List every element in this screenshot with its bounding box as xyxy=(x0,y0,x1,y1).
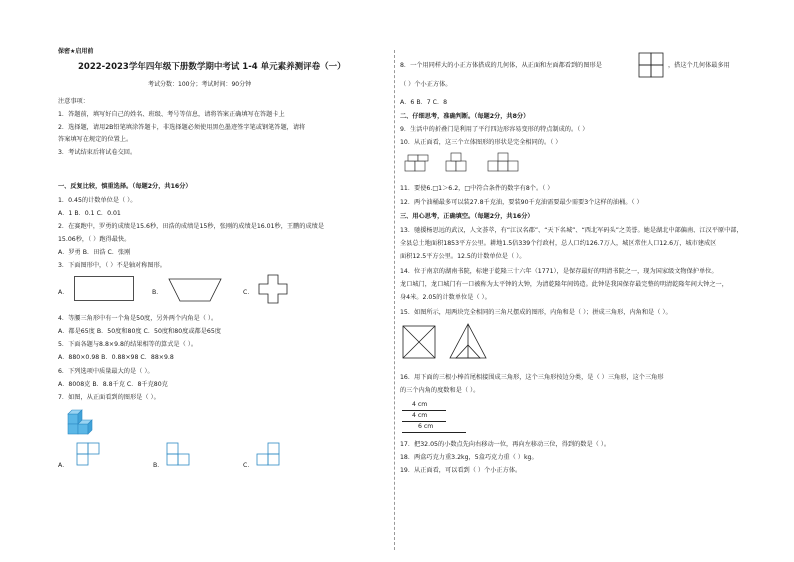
column-divider xyxy=(394,50,395,550)
question-line: 11．要使6.□1＞6.2，□中符合条件的数字有8个。（ ） xyxy=(400,185,554,192)
question-line: 3．下面图形中，（ ）不是轴对称图形。 xyxy=(58,262,166,269)
stick-line xyxy=(402,432,466,433)
stacked-cubes-image xyxy=(64,410,94,440)
question-line: 面积12.5平方公里。12.5的计数单位是（ ）。 xyxy=(400,253,526,260)
q3-option-b: B． xyxy=(152,289,163,296)
question-line: 18．两盒巧克力重3.2kg，5盒巧克力重（ ）kg。 xyxy=(400,454,538,461)
left-column xyxy=(58,0,388,562)
question-line: 10．从正面看，这三个立体图形的形状是完全相同的。（ ） xyxy=(400,139,562,146)
question-line: 身4米。2.05的计数单位是（ ）。 xyxy=(400,294,491,301)
question-line: 龙口城门，龙口城门有一口被称为太平钟的大钟，为清乾隆年间铸造。此钟是我国保存最完整的明清乾隆年间大钟之一， xyxy=(400,281,728,288)
stick-line xyxy=(402,421,446,422)
rectangle-shape xyxy=(74,276,134,302)
question-line: 2．在赛跑中，罗勇的成绩是15.6秒，田浩的成绩是15秒，张刚的成绩是16.01秒，王鹏的成绩是 xyxy=(58,223,325,230)
q7-option-a: A． xyxy=(58,462,69,469)
q10-solids-image xyxy=(404,152,524,174)
q3-option-a: A． xyxy=(58,289,69,296)
question-line: 7．如图，从正面看到的图形是（ ）。 xyxy=(58,394,160,401)
question-line: 15．如图所示，用两块完全相同的三角尺摆成的图形，内角和是（ ）；拼成三角形，内角和是（ ）。 xyxy=(400,309,672,316)
note-line: 答案填写在规定的位置上。 xyxy=(58,136,133,143)
question-line: 6．下列选项中质量最大的是（ ）。 xyxy=(58,368,154,375)
option-a-view-image xyxy=(76,442,102,470)
section2-heading: 二、仔细思考，准确判断。（每题2分，共8分） xyxy=(400,113,530,120)
options-line: A．都是65度 B．50度和80度 C．50度和80度或都是65度 xyxy=(58,328,221,335)
question-line: 5．下面各题与8.8×9.8的结果相等的算式是（ ）。 xyxy=(58,341,198,348)
q7-option-c: C． xyxy=(243,462,254,469)
q8-view-image xyxy=(638,52,664,78)
secret-label: 保密★启用前 xyxy=(58,48,94,55)
page-title: 2022-2023学年四年级下册数学期中考试 1-4 单元素养测评卷（一） xyxy=(78,62,346,72)
options-line: A．880×0.98 B．0.88×98 C．88×9.8 xyxy=(58,354,174,361)
q3-option-c: C． xyxy=(243,289,254,296)
question-line: 4．等腰三角形中有一个角是50度，另外两个内角是（ ）。 xyxy=(58,315,218,322)
options-line: A．6 B．7 C．8 xyxy=(400,99,448,106)
note-line: 2．选择题，请用2B铅笔填涂答题卡，非选择题必须使用黑色墨迹签字笔或钢笔答题，请将 xyxy=(58,124,306,131)
options-line: A．1 B．0.1 C．0.01 xyxy=(58,210,121,217)
right-column xyxy=(400,0,743,562)
option-b-view-image xyxy=(166,442,192,470)
question-line: 16．用下面的三根小棒首尾相接围成三角形，这个三角形按边分类，是（ ）三角形，这个三角形 xyxy=(400,374,664,381)
stick-label: 4 cm xyxy=(412,401,428,408)
question-line: （ ）个小正方体。 xyxy=(400,81,452,88)
trapezoid-shape xyxy=(168,278,222,302)
question-line: 17．把32.05的小数点先向右移动一位，再向左移动三位，得到的数是（ ）。 xyxy=(400,441,611,448)
section1-heading: 一、反复比较，慎重选择。（每题2分，共16分） xyxy=(58,183,192,190)
question-line: 19．从正面看，可以看到（ ）个小正方体。 xyxy=(400,467,522,474)
question-line: 15.06秒，（ ）跑得最快。 xyxy=(58,236,131,243)
question-line: ，搭这个几何体最多用 xyxy=(668,62,730,69)
question-line: 14．位于南京的湖南书院，标建于乾隆三十六年（1771），是保存最好的明清书院之一，现为国家级文物保护单位。 xyxy=(400,268,718,275)
options-line: A．8008克 B．8.8千克 C．8千克80克 xyxy=(58,381,168,388)
question-line: 8．一个用同样大的小正方体搭成的几何体，从正面和左面都看到的图形是 xyxy=(400,62,602,69)
options-line: A．罗勇 B．田浩 C．张刚 xyxy=(58,249,131,256)
stick-label: 4 cm xyxy=(412,412,428,419)
note-line: 3．考试结束后将试卷交回。 xyxy=(58,149,137,156)
cross-shape xyxy=(258,274,288,304)
question-line: 全县总土地面积1853平方公里。耕地1.5倍339个行政村，总人口约126.7万人，城区常住人口12.6万，城市建成区 xyxy=(400,240,717,247)
question-line: 的三个内角的度数和是（ ）。 xyxy=(400,387,480,394)
q7-option-b: B． xyxy=(153,462,164,469)
section3-heading: 三、用心思考，正确填空。（每题2分，共16分） xyxy=(400,213,534,220)
question-line: 13．驰援杨思远的武汉，人文荟萃，有“江汉名郡”、“天下名城”、“西北军码头”之美誉。她是湖北中部偏南、江汉平原中部， xyxy=(400,227,743,234)
question-line: 12．两个油桶最多可以装27.8千克油，要装90千克油需要最少需要3个这样的油桶。（ ） xyxy=(400,199,643,206)
note-line: 1．答题前，填写好自己的姓名、班级、考号等信息，请将答案正确填写在答题卡上 xyxy=(58,111,285,118)
option-c-view-image xyxy=(256,442,282,470)
stick-label: 6 cm xyxy=(418,423,434,430)
stick-line xyxy=(402,410,446,411)
page-subtitle: 考试分数：100分；考试时间：90分钟 xyxy=(148,81,252,88)
question-line: 9．生活中的折叠门是利用了平行四边形容易变形的特点制成的。（ ） xyxy=(400,126,589,133)
question-line: 1．0.45的计数单位是（ ）。 xyxy=(58,197,137,204)
q15-triangles-image xyxy=(402,323,502,363)
notes-heading: 注意事项： xyxy=(58,98,89,105)
